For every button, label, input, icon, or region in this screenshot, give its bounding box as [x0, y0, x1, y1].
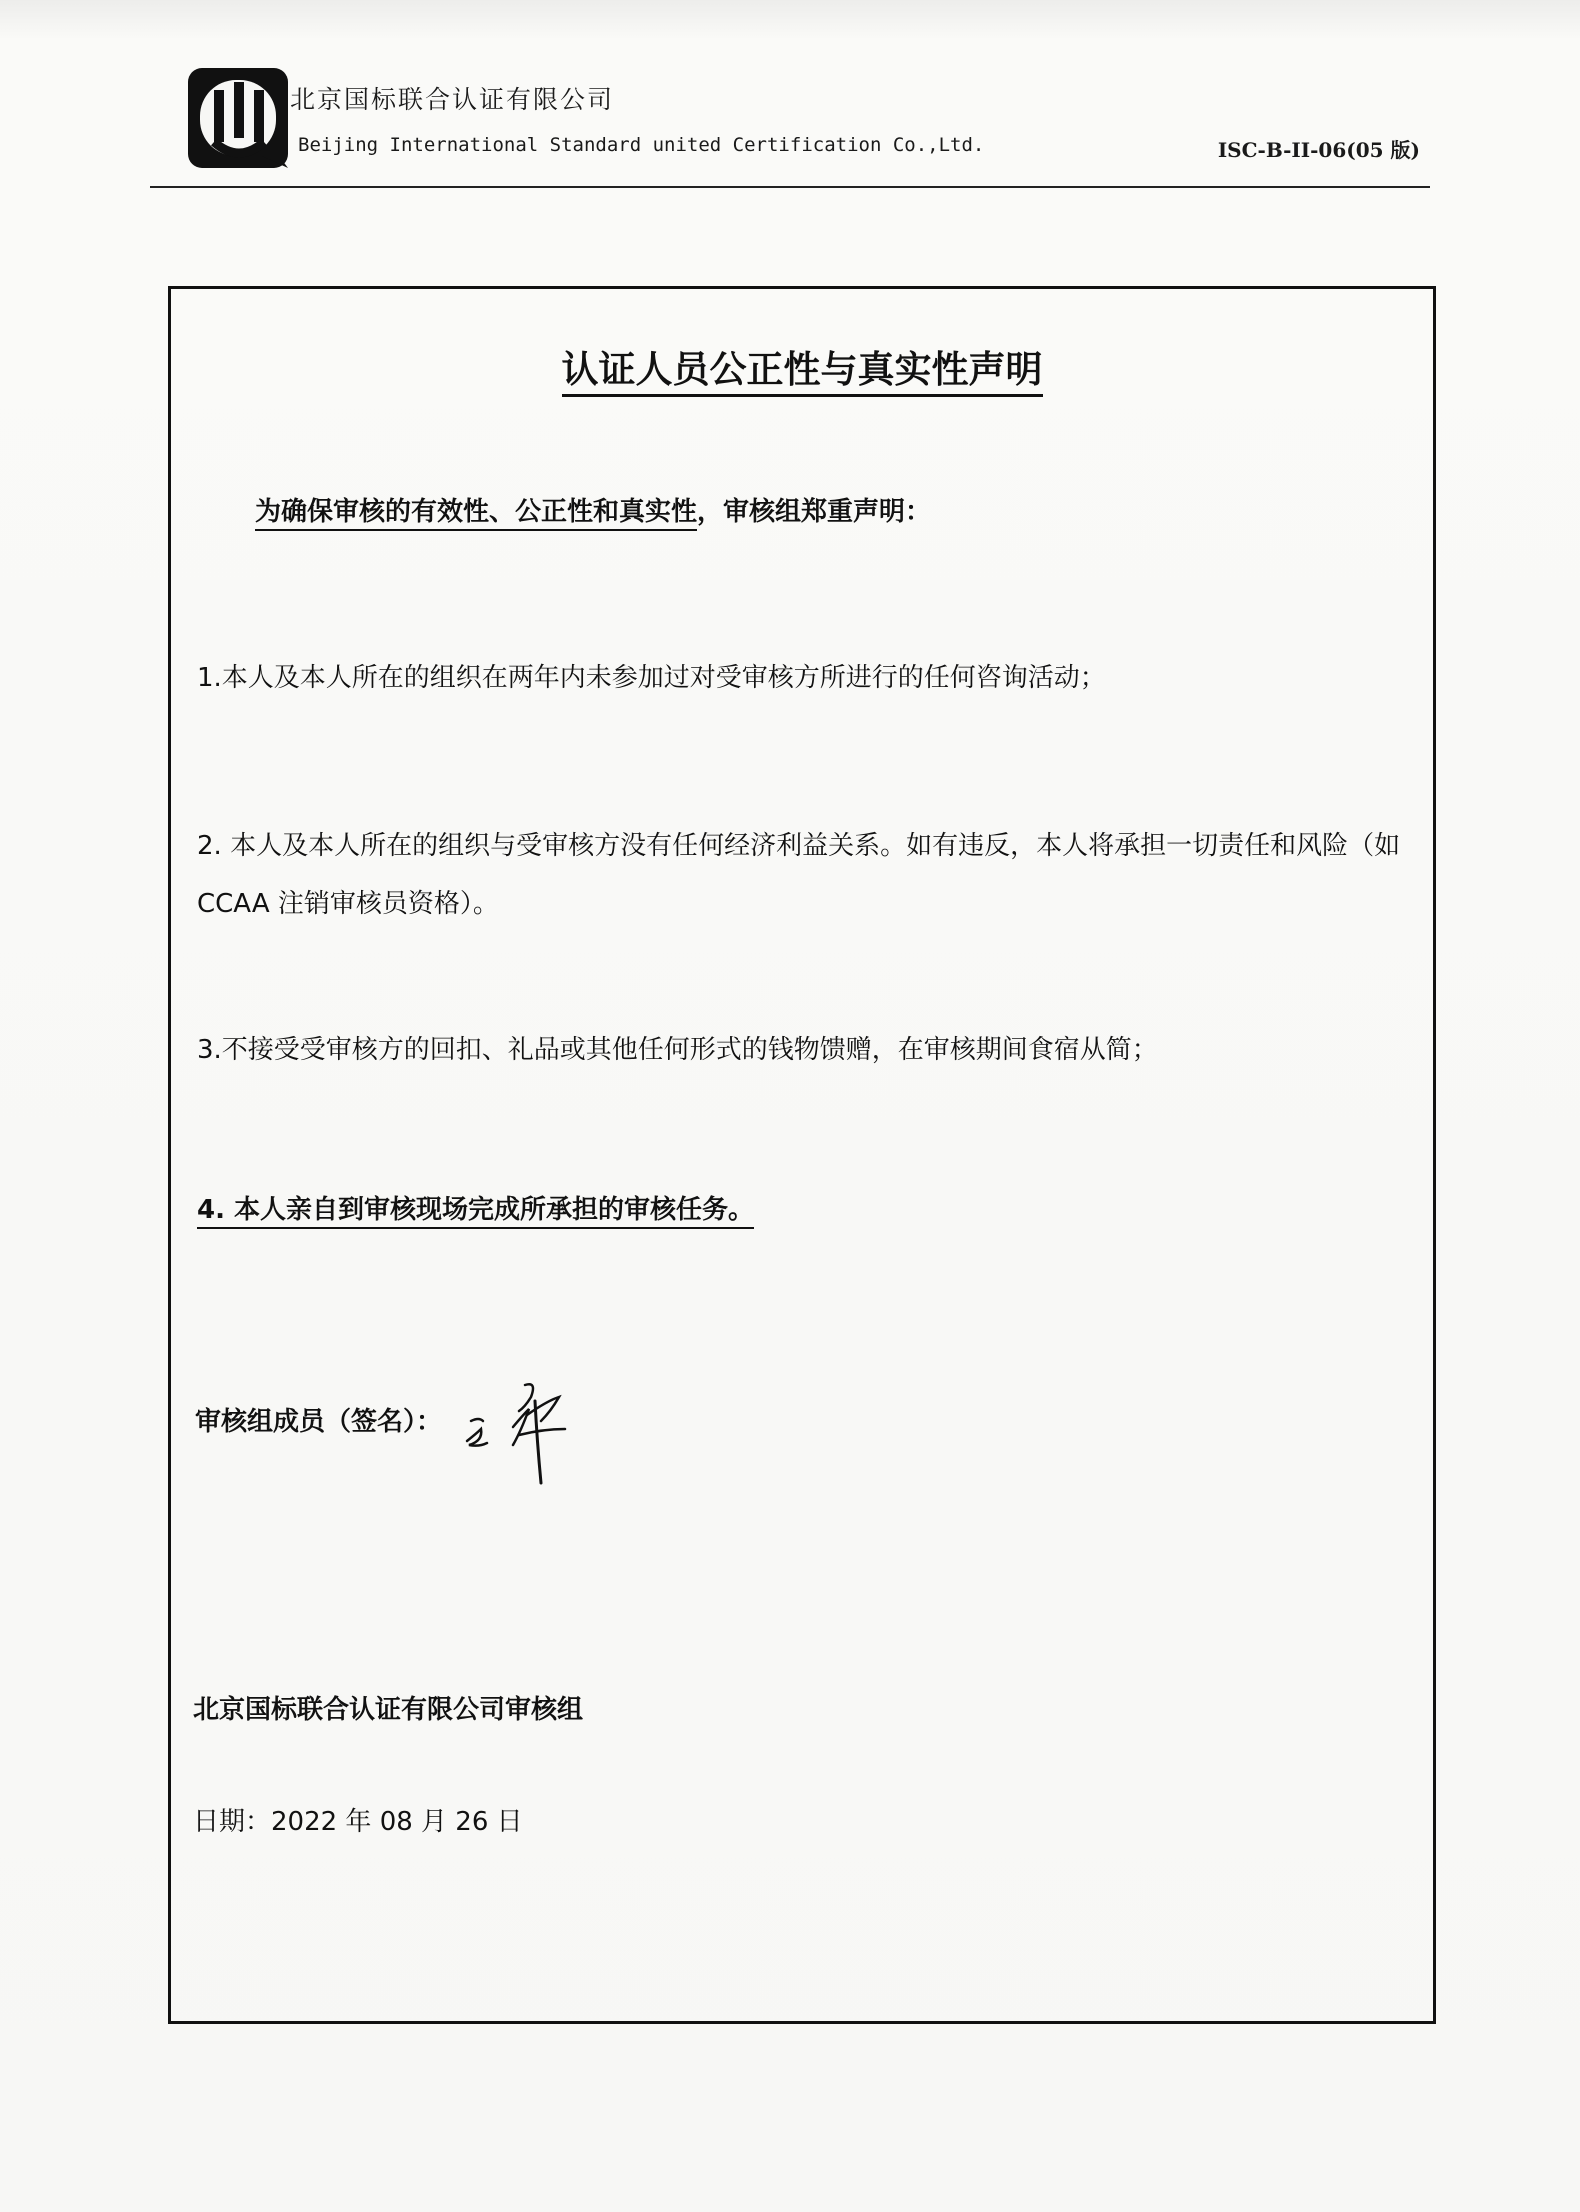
company-name-en: Beijing International Standard united Certification Co.,Ltd.	[298, 134, 985, 156]
clause-2: 2. 本人及本人所在的组织与受审核方没有任何经济利益关系。如有违反，本人将承担一切责任和风险（如 CCAA 注销审核员资格）。	[197, 831, 1401, 919]
intro-underlined: 为确保审核的有效性、公正性和真实性	[255, 497, 697, 531]
clause-1: 1.本人及本人所在的组织在两年内未参加过对受审核方所进行的任何咨询活动；	[197, 663, 1106, 693]
document-code: ISC-B-II-06(05 版)	[1217, 138, 1420, 162]
declaration-date: 日期：2022 年 08 月 26 日	[193, 1807, 523, 1837]
audit-team-name: 北京国标联合认证有限公司审核组	[193, 1695, 584, 1725]
intro-rest: ，审核组郑重声明：	[697, 497, 932, 527]
declaration-form	[168, 286, 1436, 2024]
clause-3: 3.不接受受审核方的回扣、礼品或其他任何形式的钱物馈赠，在审核期间食宿从简；	[197, 1035, 1158, 1065]
header-divider	[150, 186, 1430, 188]
form-title-text: 认证人员公正性与真实性声明	[562, 348, 1043, 397]
clause-4	[197, 1189, 754, 1226]
handwritten-signature	[463, 1371, 583, 1491]
clause-4-text: 4. 本人亲自到审核现场完成所承担的审核任务。	[197, 1195, 754, 1229]
company-logo-icon	[184, 64, 294, 174]
company-name-cn: 北京国标联合认证有限公司	[290, 85, 615, 114]
letterhead	[180, 58, 1440, 193]
member-signature-label: 审核组成员（签名）：	[195, 1407, 443, 1437]
form-title	[171, 339, 1433, 393]
intro-statement	[255, 491, 931, 528]
